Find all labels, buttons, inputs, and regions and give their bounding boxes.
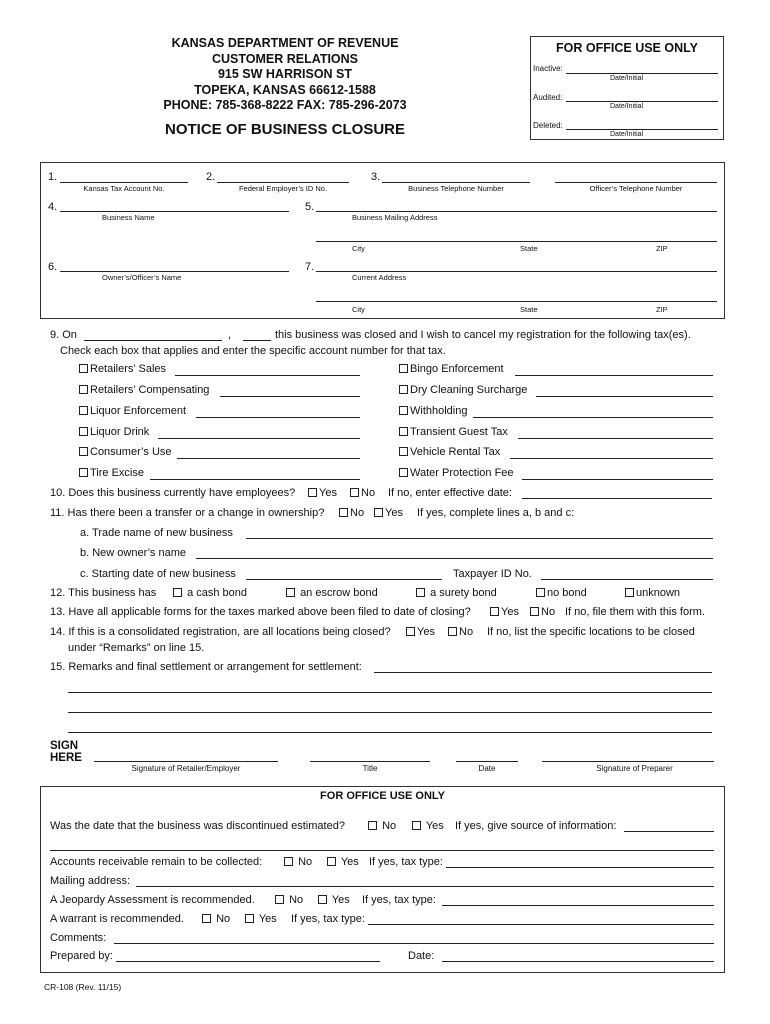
bond-escrow[interactable]: an escrow bond <box>286 587 378 599</box>
tax-withholding[interactable]: Withholding <box>399 405 467 417</box>
tire-excise-account[interactable] <box>150 479 360 480</box>
jeopardy-tax-type-label: If yes, tax type: <box>362 894 436 906</box>
checkbox[interactable] <box>339 508 348 517</box>
tax-retailers-compensating[interactable]: Retailers’ Compensating <box>79 384 209 396</box>
q10-text: 10. Does this business currently have employees? <box>50 487 296 499</box>
warrant-tax-type-label: If yes, tax type: <box>291 913 365 925</box>
q14-text: 14. If this is a consolidated registration, are all locations being closed? <box>50 626 391 638</box>
checkbox[interactable] <box>490 607 499 616</box>
business-phone-label: Business Telephone Number <box>408 184 504 193</box>
current-address-field[interactable] <box>316 271 717 272</box>
field-1-number: 1. <box>48 171 58 183</box>
retailers-sales-account[interactable] <box>175 375 360 376</box>
tax-dry-cleaning[interactable]: Dry Cleaning Surcharge <box>399 384 527 396</box>
tax-tire-excise[interactable]: Tire Excise <box>79 467 144 479</box>
q10-yes[interactable]: Yes <box>308 487 337 499</box>
preparer-signature-field[interactable] <box>542 761 714 762</box>
bingo-account[interactable] <box>515 375 713 376</box>
state-label: State <box>520 305 538 314</box>
q15-text: 15. Remarks and final settlement or arrangement for settlement: <box>50 661 362 673</box>
q13-text: 13. Have all applicable forms for the taxes marked above been filed to date of closing? <box>50 606 471 618</box>
current-city-field[interactable] <box>316 301 717 302</box>
zip-label: ZIP <box>656 305 668 314</box>
q13-no[interactable]: No <box>530 606 555 618</box>
checkbox[interactable] <box>173 588 182 597</box>
q11b-label: b. New owner’s name <box>80 547 186 559</box>
checkbox[interactable] <box>625 588 634 597</box>
source-field-2[interactable] <box>50 850 714 851</box>
q14-yes[interactable]: Yes <box>406 626 435 638</box>
warrant-tax-type-field[interactable] <box>368 924 714 925</box>
checkbox[interactable] <box>350 488 359 497</box>
new-owner-name-field[interactable] <box>196 558 713 559</box>
q11c-label: c. Starting date of new business <box>80 568 236 580</box>
checkbox[interactable] <box>245 914 254 923</box>
date-initial-label: Date/Initial <box>610 75 644 82</box>
form-title: NOTICE OF BUSINESS CLOSURE <box>164 121 406 138</box>
date-initial-label: Date/Initial <box>610 103 644 110</box>
sign-here-label: SIGN HERE <box>50 740 82 764</box>
checkbox[interactable] <box>448 627 457 636</box>
header-line-3: 915 SW HARRISON ST <box>217 67 353 81</box>
current-address-label: Current Address <box>352 273 407 282</box>
deleted-field[interactable] <box>566 129 718 130</box>
consumers-use-account[interactable] <box>177 458 360 459</box>
preparer-signature-label: Signature of Preparer <box>596 764 673 773</box>
withholding-account[interactable] <box>473 417 713 418</box>
field-6-number: 6. <box>48 261 58 273</box>
receivable-tax-type-field[interactable] <box>446 867 714 868</box>
fein-label: Federal Employer’s ID No. <box>238 184 328 193</box>
checkbox[interactable] <box>536 588 545 597</box>
receivable-yes[interactable]: Yes <box>327 856 359 868</box>
retailers-compensating-account[interactable] <box>220 396 360 397</box>
q13-yes[interactable]: Yes <box>490 606 519 618</box>
checkbox[interactable] <box>79 447 88 456</box>
city-label: City <box>352 305 365 314</box>
inactive-label: Inactive: <box>533 64 563 73</box>
liquor-drink-account[interactable] <box>158 438 360 439</box>
bond-surety[interactable]: a surety bond <box>416 587 497 599</box>
q11-yes[interactable]: Yes <box>374 507 403 519</box>
sign-date-label: Date <box>478 764 496 773</box>
field-7-number: 7. <box>305 261 315 273</box>
tax-account-label: Kansas Tax Account No. <box>83 184 165 193</box>
comments-field[interactable] <box>114 943 714 944</box>
checkbox[interactable] <box>308 488 317 497</box>
checkbox[interactable] <box>286 588 295 597</box>
checkbox[interactable] <box>399 364 408 373</box>
office-date-label: Date: <box>408 950 435 962</box>
q14-no[interactable]: No <box>448 626 473 638</box>
jeopardy-tax-type-field[interactable] <box>442 905 714 906</box>
owner-name-field[interactable] <box>60 271 289 272</box>
state-label: State <box>520 244 538 253</box>
audited-field[interactable] <box>566 101 718 102</box>
sign-date-field[interactable] <box>456 761 518 762</box>
field-3-number: 3. <box>371 171 381 183</box>
retailer-signature-field[interactable] <box>94 761 278 762</box>
header-line-2: CUSTOMER RELATIONS <box>211 51 359 66</box>
new-business-start-date-field[interactable] <box>246 579 442 580</box>
checkbox[interactable] <box>399 406 408 415</box>
liquor-enforcement-account[interactable] <box>196 417 360 418</box>
checkbox[interactable] <box>412 821 421 830</box>
prepared-by-label: Prepared by: <box>50 950 113 962</box>
checkbox[interactable] <box>368 821 377 830</box>
office-use-title: FOR OFFICE USE ONLY <box>556 41 698 55</box>
business-name-label: Business Name <box>102 213 155 222</box>
source-field[interactable] <box>624 831 714 832</box>
remarks-line-3[interactable] <box>68 712 712 713</box>
remarks-line-4[interactable] <box>68 732 712 733</box>
remarks-line-1[interactable] <box>374 672 712 673</box>
q10-no[interactable]: No <box>350 487 375 499</box>
receivable-tax-type-label: If yes, tax type: <box>369 856 443 868</box>
checkbox[interactable] <box>406 627 415 636</box>
business-phone-field[interactable] <box>382 182 530 183</box>
checkbox[interactable] <box>79 406 88 415</box>
date-initial-label: Date/Initial <box>610 131 644 138</box>
prepared-by-field[interactable] <box>116 961 380 962</box>
header-line-1: KANSAS DEPARTMENT OF REVENUE <box>171 36 399 50</box>
tax-retailers-sales[interactable]: Retailers’ Sales <box>79 363 166 375</box>
q11-no[interactable]: No <box>339 507 364 519</box>
q12-text: 12. This business has <box>50 587 157 599</box>
header-line-5: PHONE: 785-368-8222 FAX: 785-296-2073 <box>163 98 407 112</box>
field-4-number: 4. <box>48 201 58 213</box>
retailer-signature-label: Signature of Retailer/Employer <box>131 764 241 773</box>
checkbox[interactable] <box>79 385 88 394</box>
receivable-question: Accounts receivable remain to be collected: <box>50 856 263 868</box>
employees-effective-date-field[interactable] <box>522 498 712 499</box>
form-revision-id: CR-108 (Rev. 11/15) <box>44 982 122 992</box>
remarks-line-2[interactable] <box>68 692 712 693</box>
taxpayer-id-label: Taxpayer ID No. <box>453 568 532 580</box>
owner-name-label: Owner’s/Officer’s Name <box>102 273 182 282</box>
q14-line2: under “Remarks” on line 15. <box>68 642 205 654</box>
tax-consumers-use[interactable]: Consumer’s Use <box>79 446 172 458</box>
q11-if-yes: If yes, complete lines a, b and c: <box>417 507 575 519</box>
inactive-field[interactable] <box>566 73 718 74</box>
warrant-yes[interactable]: Yes <box>245 913 277 925</box>
field-5-number: 5. <box>305 201 315 213</box>
q9-comma: , <box>228 329 232 341</box>
checkbox[interactable] <box>374 508 383 517</box>
bond-none[interactable]: no bond <box>536 587 587 599</box>
fein-field[interactable] <box>217 182 349 183</box>
business-name-field[interactable] <box>60 211 289 212</box>
checkbox[interactable] <box>327 857 336 866</box>
q11-text: 11. Has there been a transfer or a change in ownership? <box>50 507 325 519</box>
checkbox[interactable] <box>79 427 88 436</box>
agency-header <box>140 36 430 114</box>
water-protection-account[interactable] <box>522 479 713 480</box>
mailing-address-label: Mailing address: <box>50 875 131 887</box>
q9-label: 9. On <box>50 329 77 341</box>
new-trade-name-field[interactable] <box>246 538 713 539</box>
tax-bingo[interactable]: Bingo Enforcement <box>399 363 504 375</box>
estimated-yes[interactable]: Yes <box>412 820 444 832</box>
field-2-number: 2. <box>206 171 216 183</box>
title-label: Title <box>362 764 378 773</box>
deleted-label: Deleted: <box>533 121 563 130</box>
title-field[interactable] <box>310 761 430 762</box>
q11a-label: a. Trade name of new business <box>80 527 233 539</box>
checkbox[interactable] <box>399 447 408 456</box>
officer-phone-label: Officer’s Telephone Number <box>589 184 683 193</box>
tax-liquor-enforcement[interactable]: Liquor Enforcement <box>79 405 186 417</box>
q9-text: this business was closed and I wish to cancel my registration for the following tax(es). <box>275 329 691 341</box>
estimated-no[interactable]: No <box>368 820 396 832</box>
jeopardy-question: A Jeopardy Assessment is recommended. <box>50 894 255 906</box>
estimated-question: Was the date that the business was discontinued estimated? <box>50 820 345 832</box>
mailing-address-field[interactable] <box>316 211 717 212</box>
tax-liquor-drink[interactable]: Liquor Drink <box>79 426 149 438</box>
checkbox[interactable] <box>275 895 284 904</box>
q9-instruction: Check each box that applies and enter the specific account number for that tax. <box>60 345 446 357</box>
comments-label: Comments: <box>50 932 107 944</box>
zip-label: ZIP <box>656 244 668 253</box>
transient-guest-account[interactable] <box>518 438 713 439</box>
checkbox[interactable] <box>399 427 408 436</box>
office-mailing-address-field[interactable] <box>136 886 714 887</box>
q13-if-no: If no, file them with this form. <box>565 606 705 618</box>
office-date-field[interactable] <box>442 961 714 962</box>
checkbox[interactable] <box>79 364 88 373</box>
tax-transient-guest[interactable]: Transient Guest Tax <box>399 426 508 438</box>
checkbox[interactable] <box>399 468 408 477</box>
checkbox[interactable] <box>284 857 293 866</box>
checkbox[interactable] <box>79 468 88 477</box>
closing-date-field[interactable] <box>84 340 222 341</box>
q10-if-no: If no, enter effective date: <box>388 487 512 499</box>
receivable-no[interactable]: No <box>284 856 312 868</box>
taxpayer-id-field[interactable] <box>541 579 713 580</box>
vehicle-rental-account[interactable] <box>510 458 713 459</box>
closing-year-field[interactable] <box>243 340 271 341</box>
office-use-bottom-title: FOR OFFICE USE ONLY <box>320 790 445 802</box>
checkbox[interactable] <box>202 914 211 923</box>
mailing-address-label: Business Mailing Address <box>352 213 438 222</box>
jeopardy-yes[interactable]: Yes <box>318 894 350 906</box>
office-use-bottom-box <box>40 786 725 973</box>
dry-cleaning-account[interactable] <box>536 396 713 397</box>
source-label: If yes, give source of information: <box>455 820 617 832</box>
jeopardy-no[interactable]: No <box>275 894 303 906</box>
checkbox[interactable] <box>399 385 408 394</box>
header-line-4: TOPEKA, KANSAS 66612-1588 <box>194 82 376 97</box>
tax-water-protection[interactable]: Water Protection Fee <box>399 467 514 479</box>
tax-vehicle-rental[interactable]: Vehicle Rental Tax <box>399 446 500 458</box>
checkbox[interactable] <box>416 588 425 597</box>
audited-label: Audited: <box>533 93 563 102</box>
bond-unknown[interactable]: unknown <box>625 587 680 599</box>
warrant-no[interactable]: No <box>202 913 230 925</box>
tax-account-field[interactable] <box>60 182 188 183</box>
city-label: City <box>352 244 365 253</box>
officer-phone-field[interactable] <box>555 182 717 183</box>
bond-cash[interactable]: a cash bond <box>173 587 247 599</box>
q14-if-no: If no, list the specific locations to be closed <box>487 626 695 638</box>
mailing-city-field[interactable] <box>316 241 717 242</box>
warrant-question: A warrant is recommended. <box>50 913 184 925</box>
checkbox[interactable] <box>530 607 539 616</box>
checkbox[interactable] <box>318 895 327 904</box>
